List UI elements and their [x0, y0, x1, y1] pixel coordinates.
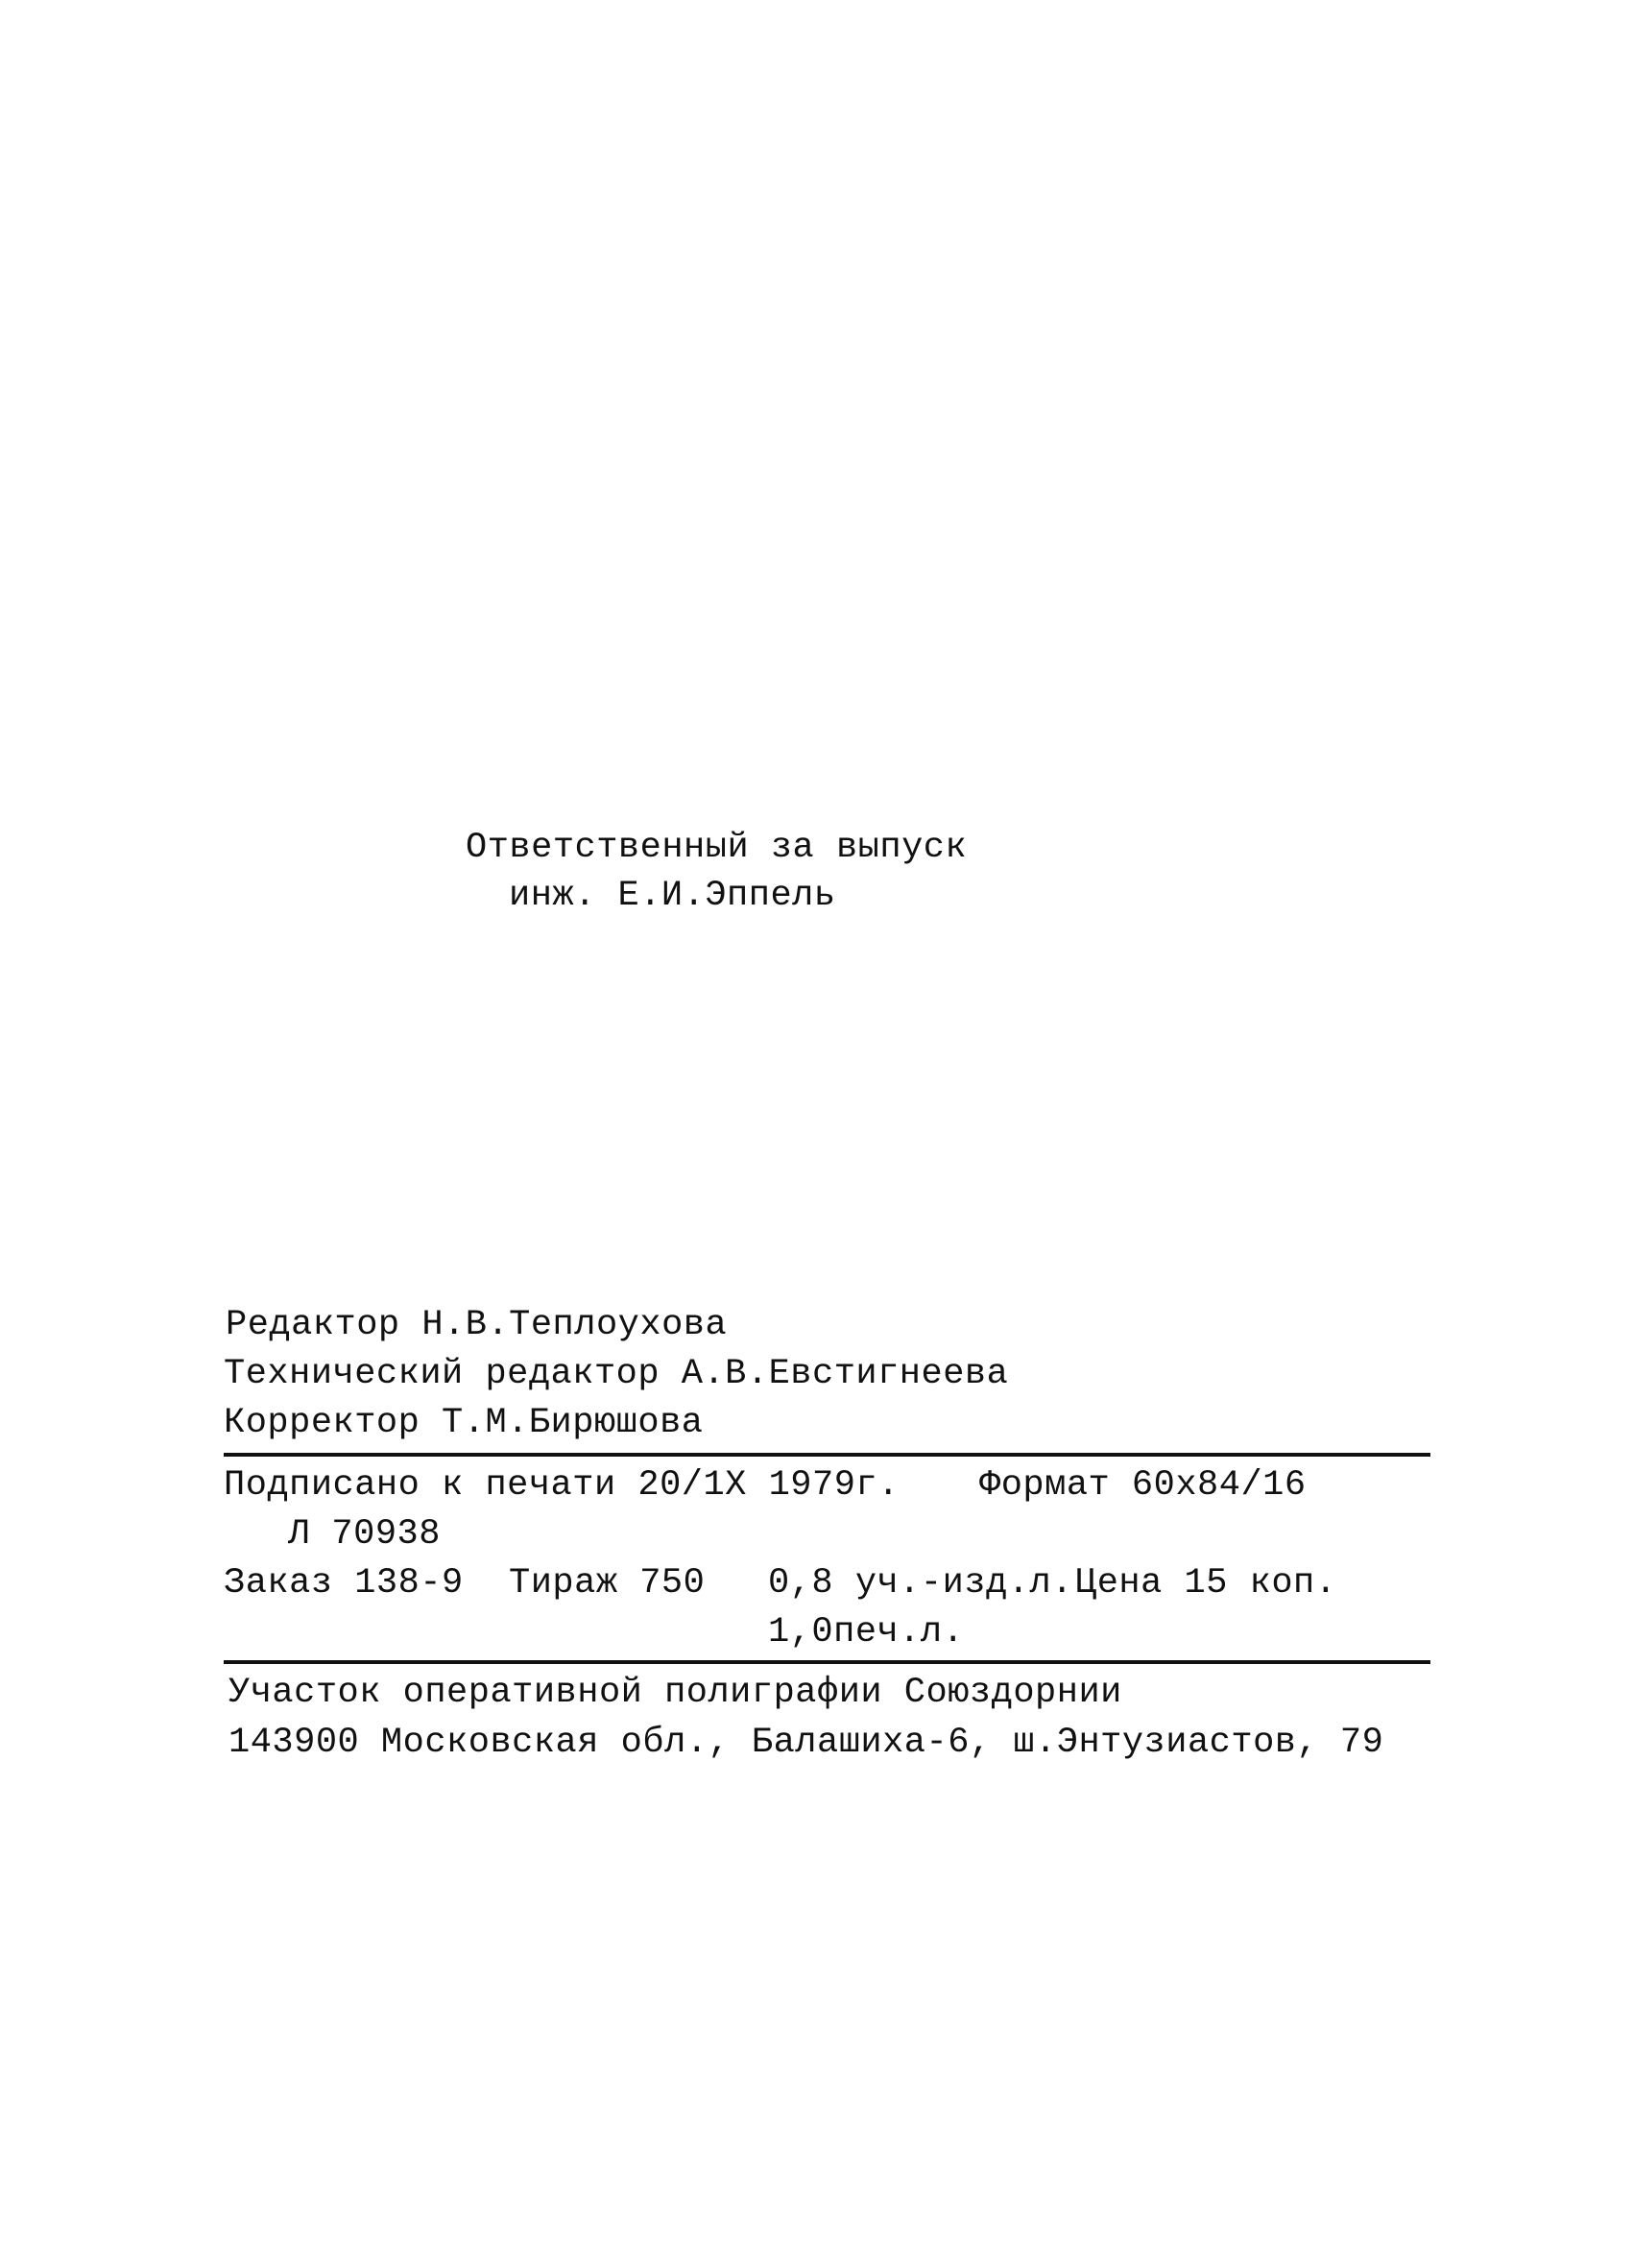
price-line: Цена 15 коп. — [1075, 1563, 1337, 1604]
editor-line: Редактор Н.В.Теплоухова — [226, 1305, 728, 1345]
run-line: Тираж 750 — [509, 1563, 706, 1604]
printer-address-line: 143900 Московская обл., Балашиха-6, ш.Энтузиастов, 79 — [228, 1723, 1384, 1763]
tech-editor-line: Технический редактор А.В.Евстигнеева — [224, 1354, 1009, 1394]
proofreader-line: Корректор Т.М.Бирюшова — [224, 1403, 704, 1443]
responsible-person: инж. Е.И.Эппель — [509, 876, 836, 916]
responsible-label: Ответственный за выпуск — [466, 828, 968, 868]
divider-bottom — [224, 1660, 1430, 1664]
signed-line: Подписано к печати 20/1Х 1979г. — [224, 1465, 900, 1506]
license-line: Л 70938 — [288, 1514, 441, 1555]
printer-name-line: Участок оперативной полиграфии Союздорнии — [228, 1673, 1122, 1713]
format-line: Формат 60х84/16 — [979, 1465, 1307, 1506]
pub-sheets-line: 0,8 уч.-изд.л. — [768, 1563, 1073, 1604]
divider-top — [224, 1453, 1430, 1457]
print-sheets-line: 1,0печ.л. — [768, 1612, 965, 1653]
order-line: Заказ 138-9 — [224, 1563, 464, 1604]
